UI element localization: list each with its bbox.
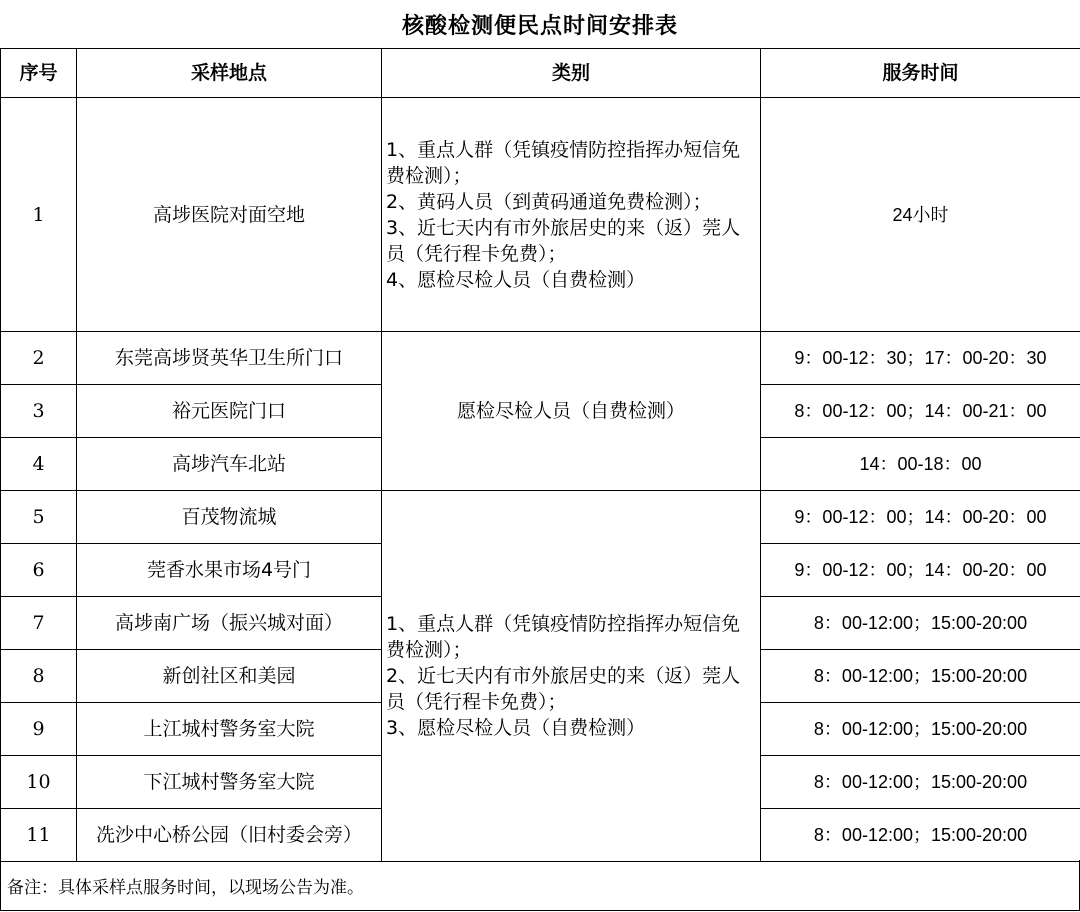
- table-row: [1, 491, 1080, 544]
- row-hours: 8：00-12:00；15:00-20:00: [761, 809, 1080, 862]
- row-no: 2: [1, 332, 77, 385]
- row-no: 5: [1, 491, 77, 544]
- header-row: [1, 49, 1080, 98]
- category-line: 2、黄码人员（到黄码通道免费检测）；: [386, 190, 712, 213]
- header-no: 序号: [1, 49, 77, 98]
- row-no: 4: [1, 438, 77, 491]
- row-location: 东莞高埗贤英华卫生所门口: [77, 332, 382, 385]
- category-line: 1、重点人群（凭镇疫情防控指挥办短信免费检测）；: [386, 613, 741, 661]
- row-no: 8: [1, 650, 77, 703]
- category-line: 3、近七天内有市外旅居史的来（返）莞人员（凭行程卡免费）；: [386, 216, 741, 265]
- row-hours: 24小时: [761, 98, 1080, 332]
- category-line: 4、愿检尽检人员（自费检测）: [386, 268, 646, 291]
- category-group-3: [382, 491, 761, 862]
- row-no: 9: [1, 703, 77, 756]
- row-location: 下江城村警务室大院: [77, 756, 382, 809]
- row-hours: 8：00-12:00；15:00-20:00: [761, 650, 1080, 703]
- footnote: 备注：具体采样点服务时间，以现场公告为准。: [0, 860, 1080, 911]
- category-group-2: 愿检尽检人员（自费检测）: [382, 332, 761, 491]
- table-row: [1, 98, 1080, 332]
- header-hours: 服务时间: [761, 49, 1080, 98]
- header-location: 采样地点: [77, 49, 382, 98]
- row-no: 11: [1, 809, 77, 862]
- row-location: 莞香水果市场4号门: [77, 544, 382, 597]
- table-row: [1, 332, 1080, 385]
- category-line: 1、重点人群（凭镇疫情防控指挥办短信免费检测）；: [386, 138, 741, 187]
- row-location: 新创社区和美园: [77, 650, 382, 703]
- row-hours: 8：00-12:00；15:00-20:00: [761, 703, 1080, 756]
- row-no: 6: [1, 544, 77, 597]
- header-category: 类别: [382, 49, 761, 98]
- row-location: 高埗医院对面空地: [77, 98, 382, 332]
- row-location: 裕元医院门口: [77, 385, 382, 438]
- row-hours: 9：00-12：00；14：00-20：00: [761, 491, 1080, 544]
- schedule-table: [0, 48, 1080, 862]
- row-hours: 8：00-12:00；15:00-20:00: [761, 597, 1080, 650]
- row-hours: 8：00-12：00；14：00-21：00: [761, 385, 1080, 438]
- row-location: 冼沙中心桥公园（旧村委会旁）: [77, 809, 382, 862]
- row-no: 1: [1, 98, 77, 332]
- row-no: 3: [1, 385, 77, 438]
- row-hours: 14：00-18：00: [761, 438, 1080, 491]
- row-location: 高埗汽车北站: [77, 438, 382, 491]
- row-hours: 8：00-12:00；15:00-20:00: [761, 756, 1080, 809]
- page-title: 核酸检测便民点时间安排表: [401, 13, 678, 39]
- row-no: 7: [1, 597, 77, 650]
- row-hours: 9：00-12：00；14：00-20：00: [761, 544, 1080, 597]
- row-hours: 9：00-12：30；17：00-20：30: [761, 332, 1080, 385]
- row-location: 高埗南广场（振兴城对面）: [77, 597, 382, 650]
- row-location: 百茂物流城: [77, 491, 382, 544]
- category-line: 2、近七天内有市外旅居史的来（返）莞人员（凭行程卡免费）；: [386, 665, 741, 713]
- row-no: 10: [1, 756, 77, 809]
- category-line: 3、愿检尽检人员（自费检测）: [386, 717, 646, 739]
- category-group-1: [382, 98, 761, 332]
- row-location: 上江城村警务室大院: [77, 703, 382, 756]
